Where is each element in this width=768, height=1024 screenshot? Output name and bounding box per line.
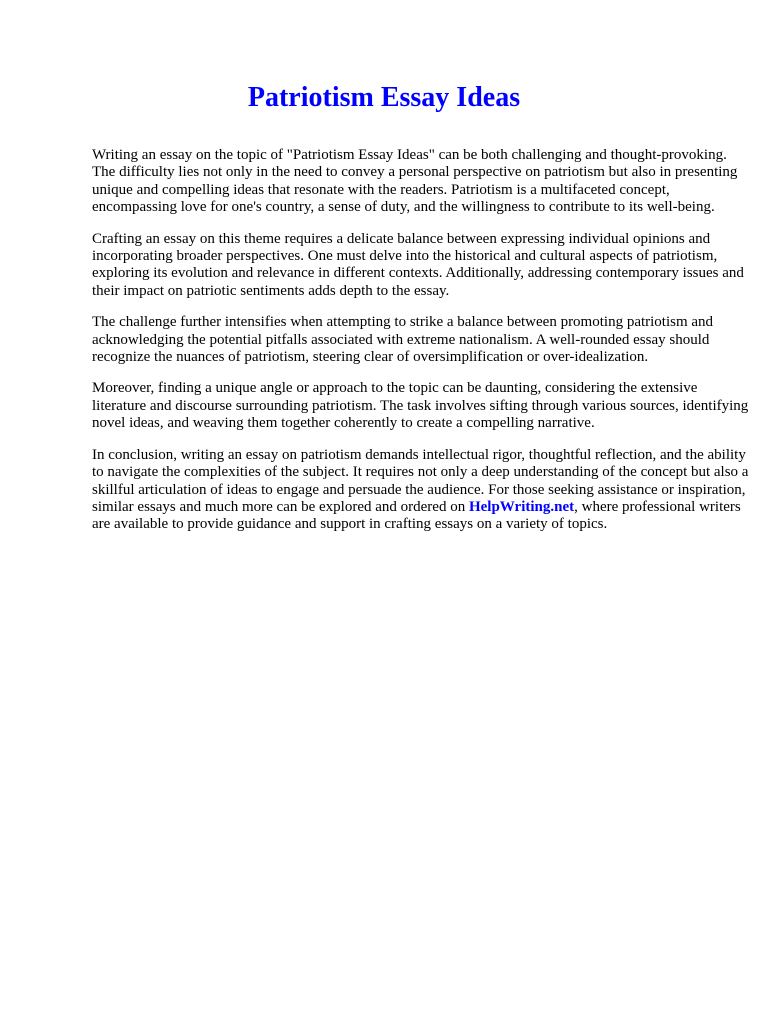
page-title: Patriotism Essay Ideas <box>247 82 521 113</box>
paragraph-conclusion <box>92 447 752 534</box>
conclusion-text-after-link: , where professional writers are available to provide guidance and support in crafting essays on a variety of topics. <box>92 498 741 533</box>
paragraph-2: Crafting an essay on this theme requires a delicate balance between expressing individual opinions and incorporating broader perspectives. One must delve into the historical and cultural aspects of patriotism, exploring its evolution and relevance in different contexts. Additionally, addressing contemporary issues and their impact on patriotic sentiments adds depth to the essay. <box>92 230 744 299</box>
conclusion-text-before-link: In conclusion, writing an essay on patriotism demands intellectual rigor, thoughtful reflection, and the ability to navigate the complexities of the subject. It requires not only a deep understanding of the concept but also a skillful articulation of ideas to engage and persuade the audience. For those seeking assistance or inspiration, similar essays and much more can be explored and ordered on <box>92 446 749 515</box>
paragraph-3: The challenge further intensifies when attempting to strike a balance between promoting patriotism and acknowledging the potential pitfalls associated with extreme nationalism. A well-rounded essay should recognize the nuances of patriotism, steering clear of oversimplification or over-idealization. <box>92 314 714 366</box>
essay-body <box>92 147 752 548</box>
helpwriting-link[interactable]: HelpWriting.net <box>468 498 575 515</box>
paragraph-1: Writing an essay on the topic of "Patriotism Essay Ideas" can be both challenging and thought-provoking. The difficulty lies not only in the need to convey a personal perspective on patriotism but also in presenting unique and compelling ideas that resonate with the readers. Patriotism is a multifaceted concept, encompassing love for one's country, a sense of duty, and the willingness to contribute to its well-being. <box>92 147 738 216</box>
paragraph-4: Moreover, finding a unique angle or approach to the topic can be daunting, considering the extensive literature and discourse surrounding patriotism. The task involves sifting through various sources, identifying novel ideas, and weaving them together coherently to create a compelling narrative. <box>92 380 749 432</box>
